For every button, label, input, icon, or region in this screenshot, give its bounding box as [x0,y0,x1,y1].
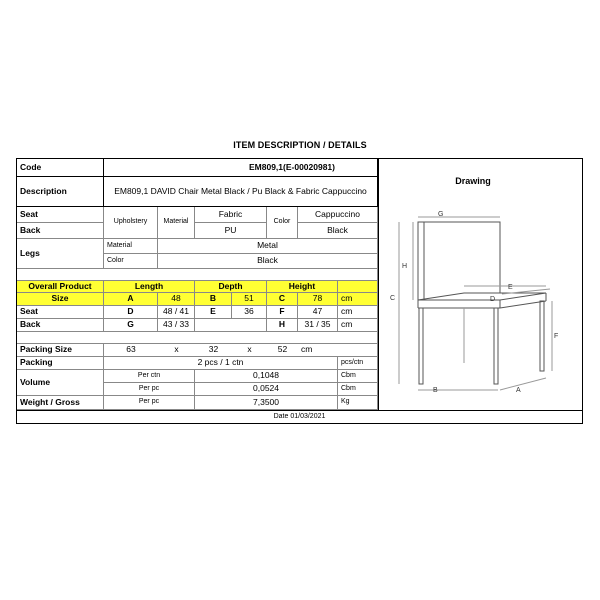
dim-label-g: G [438,211,444,218]
back-material: PU [195,223,267,239]
spacer-row [17,269,378,281]
seat-length-code-d: D [104,306,158,319]
packing-size-v1: 63 [104,344,158,357]
overall-length: 48 [158,293,195,306]
legs-color: Black [158,254,378,269]
description-value: EM809,1 DAVID Chair Metal Black / Pu Black & Fabric Cappuccino [104,177,378,207]
packing-size-v3: 52 [267,344,298,357]
header-unit-cell [338,281,378,293]
packing-unit: pcs/ctn [338,357,378,370]
height-header: Height [267,281,338,293]
drawing-title: Drawing [455,176,491,186]
overall-product-label: Overall Product [17,281,104,293]
length-header: Length [104,281,195,293]
packing-size-unit: cm [298,344,378,357]
chair-leg-front-right [494,308,498,384]
overall-unit: cm [338,293,378,306]
depth-code-b: B [195,293,232,306]
packing-size-label: Packing Size [17,344,104,357]
color-label: Color [267,207,298,239]
date-footer: Date 01/03/2021 [17,410,582,423]
back-color: Black [298,223,378,239]
dim-label-b: B [433,387,438,394]
seat-label: Seat [17,207,104,223]
overall-height: 78 [298,293,338,306]
dim-label-h: H [402,263,408,270]
seat-length: 48 / 41 [158,306,195,319]
seat-height: 47 [298,306,338,319]
depth-header: Depth [195,281,267,293]
volume-per-ctn-label: Per ctn [104,370,195,383]
packing-size-x1: x [158,344,195,357]
packing-size-x2: x [232,344,267,357]
seat-depth: 36 [232,306,267,319]
back-height: 31 / 35 [298,319,338,332]
seat-dims-label: Seat [17,306,104,319]
legs-material: Metal [158,239,378,254]
seat-material: Fabric [195,207,267,223]
upholstery-label: Upholstery [104,207,158,239]
weight-per-pc-label: Per pc [104,396,195,410]
packing-size-v2: 32 [195,344,232,357]
length-code-a: A [104,293,158,306]
back-dims-label: Back [17,319,104,332]
height-code-c: C [267,293,298,306]
seat-height-code-f: F [267,306,298,319]
volume-label: Volume [17,370,104,396]
legs-label: Legs [17,239,104,269]
back-height-code-h: H [267,319,298,332]
weight-label: Weight / Gross [17,396,104,410]
weight-value: 7,3500 [195,396,338,410]
seat-unit: cm [338,306,378,319]
overall-depth: 51 [232,293,267,306]
volume-per-pc-label: Per pc [104,383,195,396]
back-unit: cm [338,319,378,332]
spacer-row-2 [17,332,378,344]
back-depth-empty [195,319,267,332]
chair-drawing-svg [378,158,583,406]
code-label: Code [17,159,104,177]
chair-leg-back-right [540,301,544,371]
dim-label-c: C [390,295,396,302]
chair-drawing [378,158,583,406]
packing-label: Packing [17,357,104,370]
dim-label-f: F [554,333,559,340]
size-label: Size [17,293,104,306]
volume-per-pc-unit: Cbm [338,383,378,396]
chair-leg-front-left [419,308,423,384]
seat-depth-code-e: E [195,306,232,319]
seat-color: Cappuccino [298,207,378,223]
volume-per-ctn: 0,1048 [195,370,338,383]
chair-backrest [418,222,500,300]
legs-color-label: Color [104,254,158,269]
code-value: EM809,1(E-00020981) [104,159,378,177]
dim-label-d: D [490,296,496,303]
volume-per-ctn-unit: Cbm [338,370,378,383]
material-label: Material [158,207,195,239]
volume-per-pc: 0,0524 [195,383,338,396]
page-title: ITEM DESCRIPTION / DETAILS [233,140,367,150]
dim-label-e: E [508,284,513,291]
legs-material-label: Material [104,239,158,254]
dim-label-a: A [516,387,521,394]
weight-unit: Kg [338,396,378,410]
back-length-code-g: G [104,319,158,332]
description-label: Description [17,177,104,207]
packing-value: 2 pcs / 1 ctn [104,357,338,370]
back-length: 43 / 33 [158,319,195,332]
back-label: Back [17,223,104,239]
